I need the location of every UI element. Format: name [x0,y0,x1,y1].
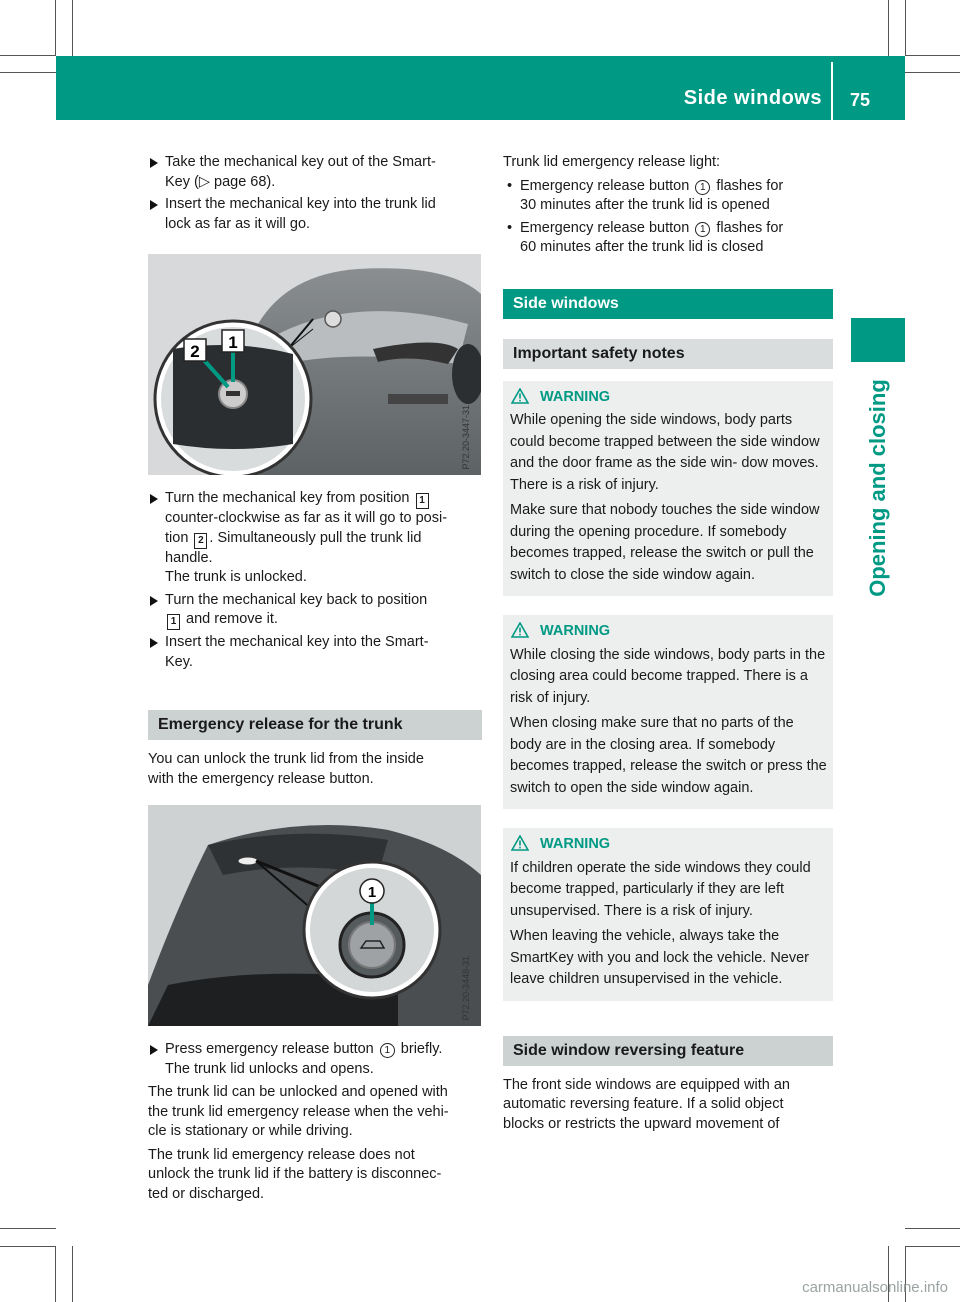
step-turn-back [148,591,482,631]
step-text: lock as far as it will go. [165,215,311,232]
warning-triangle-icon [511,388,529,404]
warning-title [510,387,827,409]
figure-trunk-lock [148,254,481,475]
para-line: The front side windows are equipped with an [503,1076,790,1093]
right-column [503,153,833,1138]
subsection-heading-safety: Important safety notes [503,339,833,369]
chapter-label: Opening and closing [865,379,890,597]
step-result: The trunk lid unlocks and opens. [165,1060,374,1077]
warning-triangle-icon [511,835,529,851]
page-reference-link[interactable]: Key (▷ page 68). [165,173,276,190]
step-text: briefly. [396,1041,443,1057]
warning-box [503,615,833,809]
bullet-text: 30 minutes after the trunk lid is opened [520,197,770,213]
paragraph-battery [148,1146,482,1205]
step-turn-key [148,489,482,588]
bullet-text: flashes for [712,177,784,194]
figure-emergency-button [148,805,481,1026]
light-title: Trunk lid emergency release light: [503,154,721,170]
position-marker: 2 [194,533,207,549]
warning-text: When closing make sure that no parts of the body are in the closing area. If somebody becomes trapped, release the switch or press the switch to open the side window again. [510,715,827,796]
left-column [148,153,482,1208]
para-line: with the emergency release button. [148,770,374,787]
step-text: Take the mechanical key out of the Smart- [165,154,436,170]
para-line: automatic reversing feature. If a solid object [503,1096,784,1112]
warning-text: Make sure that nobody touches the side window during the opening procedure. If somebody becomes trapped, release the switch or pull the switch to close the side window again. [510,502,820,583]
para-line: ted or discharged. [148,1185,265,1202]
page-number: 75 [850,90,871,110]
step-text: and remove it. [182,611,278,627]
header-divider [831,62,833,120]
trunk-lock-illustration [148,254,481,475]
warning-triangle-icon [511,622,529,638]
light-bullet [503,219,833,258]
para-line: blocks or restricts the upward movement of [503,1115,780,1132]
warning-label: WARNING [540,388,611,405]
section-heading-side-windows: Side windows [503,289,833,319]
step-text: tion [165,529,193,546]
para-line: the trunk lid emergency release when the vehi- [148,1103,449,1120]
button-marker: 1 [695,222,710,237]
callout-2: 2 [190,342,200,361]
callout-1: 1 [367,884,377,901]
step-insert-key [148,195,482,234]
section-heading-emergency: Emergency release for the trunk [148,710,482,740]
section-heading-reversing: Side window reversing feature [503,1036,833,1066]
bullet-text: Emergency release button [520,219,694,236]
warning-text: While opening the side windows, body parts could become trapped between the side window and the door frame as the side win- dow moves. There is a risk of injury. [510,412,820,493]
para-line: cle is stationary or while driving. [148,1123,353,1139]
callout-1: 1 [228,333,238,352]
para-line: The trunk lid can be unlocked and opened with [148,1084,448,1100]
step-reinsert-key [148,633,482,672]
emergency-release-illustration [148,805,481,1026]
step-text: Turn the mechanical key from position [165,490,414,506]
paragraph-emergency-driving [148,1083,482,1142]
para-line: You can unlock the trunk lid from the inside [148,751,424,767]
bullet-text: flashes for [712,219,784,236]
para-line: unlock the trunk lid if the battery is disconnec- [148,1166,442,1182]
position-marker: 1 [416,493,429,509]
bullet-text: 60 minutes after the trunk lid is closed [520,239,764,255]
step-result: The trunk is unlocked. [165,569,307,585]
warning-text: When leaving the vehicle, always take the SmartKey with you and lock the vehicle. Never leave children unsupervised in the vehicle. [510,928,809,987]
button-marker: 1 [380,1043,395,1058]
watermark: carmanualsonline.info [802,1279,948,1296]
warning-box [503,381,833,597]
step-remove-key [148,153,482,192]
step-text: Insert the mechanical key into the trunk lid [165,196,436,212]
para-line: The trunk lid emergency release does not [148,1146,415,1163]
step-text: Key. [165,653,193,670]
step-text: handle. [165,549,213,566]
warning-box [503,828,833,1001]
warning-label: WARNING [540,836,611,852]
step-text: . Simultaneously pull the trunk lid [209,529,422,546]
warning-text: While closing the side windows, body parts in the closing area could become trapped. There is a risk of injury. [510,646,826,706]
bullet-text: Emergency release button [520,177,694,194]
chapter-tab [851,318,905,362]
button-marker: 1 [695,180,710,195]
reversing-text [503,1076,833,1135]
warning-label: WARNING [540,623,611,639]
step-text: Insert the mechanical key into the Smart- [165,634,429,650]
light-bullet [503,177,833,216]
position-marker: 1 [167,614,180,630]
figure-code: P72.20-3447-31 [461,404,472,469]
warning-title [510,621,827,643]
step-text: counter-clockwise as far as it will go to posi- [165,510,448,526]
warning-text: If children operate the side windows they could become trapped, particularly if they are left unsupervised. There is a risk of injury. [510,859,811,919]
page-title: Side windows [683,87,822,109]
warning-title [510,834,827,856]
step-text: Turn the mechanical key back to position [165,591,428,608]
figure-code: P72.20-3448-31 [461,955,472,1020]
step-press-button [148,1040,482,1079]
emergency-intro [148,750,482,789]
step-text: Press emergency release button [165,1041,378,1057]
